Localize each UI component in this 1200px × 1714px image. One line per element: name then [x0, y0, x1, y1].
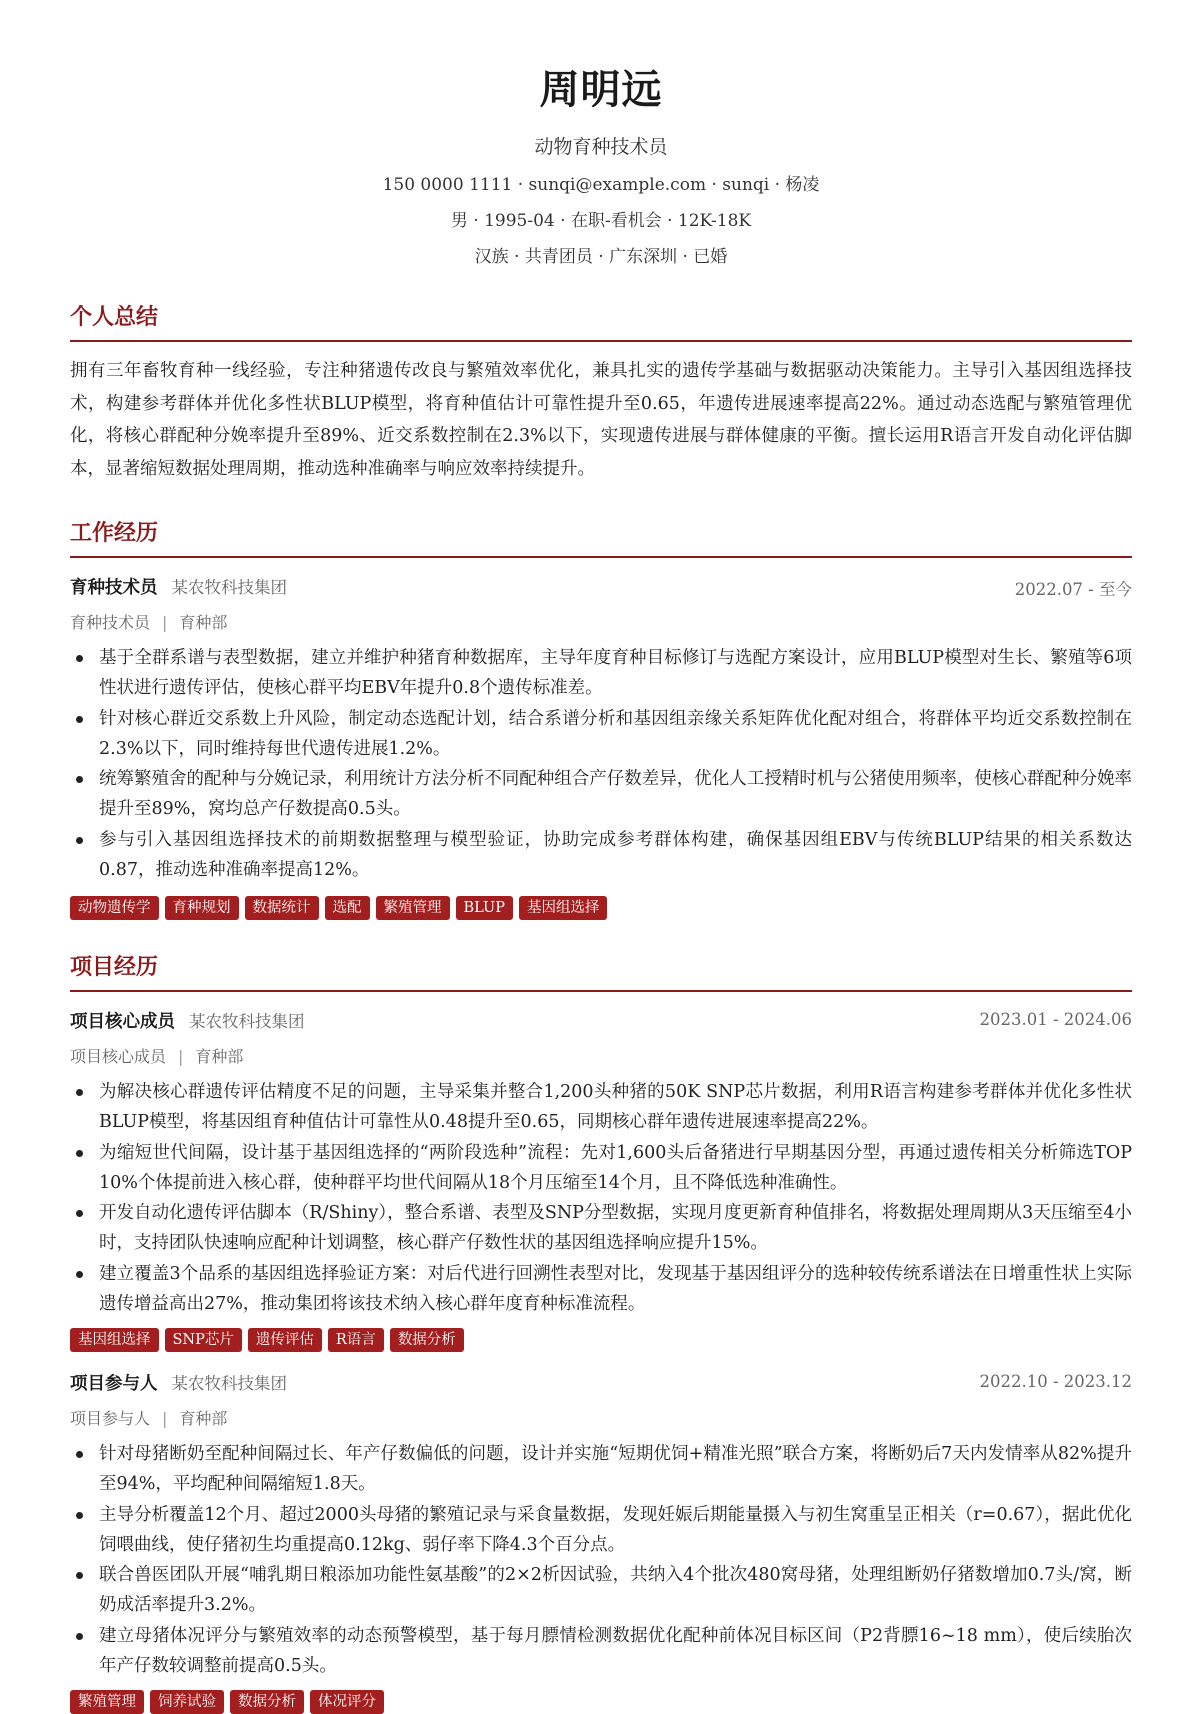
entry-organization: 某农牧科技集团 — [171, 1374, 287, 1393]
section-divider — [70, 556, 1132, 558]
bullet-item: 为解决核心群遗传评估精度不足的问题，主导采集并整合1,200头种猪的50K SNP芯片数据，利用R语言构建参考群体并优化多性状BLUP模型，将基因组育种值估计可靠性从0.48提升至0.65，同期核心群年遗传进展速率提高22%。 — [70, 1077, 1132, 1138]
entry-sub-role: 项目核心成员 — [70, 1047, 167, 1066]
skill-tag: BLUP — [456, 896, 513, 920]
bullet-item: 为缩短世代间隔，设计基于基因组选择的“两阶段选种”流程：先对1,600头后备猪进行早期基因分型，再通过遗传相关分析筛选TOP 10%个体提前进入核心群，使种群平均世代间隔从18个月压缩至14个月，且不降低选种准确性。 — [70, 1138, 1132, 1199]
project-entry-header — [70, 1008, 1132, 1036]
separator: | — [162, 613, 168, 632]
skill-tag: 饲养试验 — [150, 1690, 224, 1714]
bullet-item: 主导分析覆盖12个月、超过2000头母猪的繁殖记录与采食量数据，发现妊娠后期能量摄入与初生窝重呈正相关（r=0.67），据此优化饲喂曲线，使仔猪初生均重提高0.12kg、弱仔率下降4.3个百分点。 — [70, 1500, 1132, 1561]
entry-role: 育种技术员 — [70, 578, 158, 598]
summary-text: 拥有三年畜牧育种一线经验，专注种猪遗传改良与繁殖效率优化，兼具扎实的遗传学基础与数据驱动决策能力。主导引入基因组选择技术，构建参考群体并优化多性状BLUP模型，将育种值估计可靠性提升至0.65，年遗传进展速率提高22%。通过动态选配与繁殖管理优化，将核心群配种分娩率提升至89%、近交系数控制在2.3%以下，实现遗传进展与群体健康的平衡。擅长运用R语言开发自动化评估脚本，显著缩短数据处理周期，推动选种准确率与响应效率持续提升。 — [70, 361, 1132, 479]
work-entry-header — [70, 574, 1132, 602]
summary-section-title: 个人总结 — [70, 304, 159, 330]
skill-tag: 数据统计 — [245, 896, 319, 920]
entry-date-range: 2022.10 - 2023.12 — [979, 1372, 1132, 1391]
bullet-item: 建立母猪体况评分与繁殖效率的动态预警模型，基于每月膘情检测数据优化配种前体况目标区间（P2背膘16~18 mm），使后续胎次年产仔数较调整前提高0.5头。 — [70, 1621, 1132, 1682]
project-bullet-list — [70, 1077, 1132, 1319]
bullet-item: 联合兽医团队开展“哺乳期日粮添加功能性氨基酸”的2×2析因试验，共纳入4个批次480窝母猪，处理组断奶仔猪数增加0.7头/窝，断奶成活率提升3.2%。 — [70, 1560, 1132, 1621]
bullet-item: 开发自动化遗传评估脚本（R/Shiny），整合系谱、表型及SNP分型数据，实现月度更新育种值排名，将数据处理周期从3天压缩至4小时，支持团队快速响应配种计划调整，核心群产仔数性状的基因组选择响应提升15%。 — [70, 1198, 1132, 1259]
separator: | — [162, 1409, 168, 1428]
skill-tag: 基因组选择 — [519, 896, 608, 920]
entry-department: 育种部 — [179, 613, 228, 632]
skill-tag: 体况评分 — [310, 1690, 384, 1714]
section-divider — [70, 990, 1132, 992]
entry-subline — [70, 1044, 243, 1067]
skill-tag: 遗传评估 — [248, 1328, 322, 1352]
entry-date-range: 2023.01 - 2024.06 — [979, 1010, 1132, 1029]
bullet-item: 针对核心群近交系数上升风险，制定动态选配计划，结合系谱分析和基因组亲缘关系矩阵优化配对组合，将群体平均近交系数控制在2.3%以下，同时维持每世代遗传进展1.2%。 — [70, 704, 1132, 765]
projects-section-title: 项目经历 — [70, 954, 159, 980]
skill-tags — [70, 1690, 384, 1714]
candidate-job-title: 动物育种技术员 — [534, 136, 668, 158]
skill-tag: 基因组选择 — [70, 1328, 159, 1352]
skill-tags — [70, 1328, 464, 1352]
bullet-item: 统筹繁殖舍的配种与分娩记录，利用统计方法分析不同配种组合产仔数差异，优化人工授精时机与公猪使用频率，使核心群配种分娩率提升至89%，窝均总产仔数提高0.5头。 — [70, 764, 1132, 825]
entry-organization: 某农牧科技集团 — [189, 1012, 305, 1031]
contact-line: 150 0000 1111 · sunqi@example.com · sunqi · 杨凌 — [382, 175, 820, 195]
bullet-item: 针对母猪断奶至配种间隔过长、年产仔数偏低的问题，设计并实施“短期优饲+精准光照”联合方案，将断奶后7天内发情率从82%提升至94%，平均配种间隔缩短1.8天。 — [70, 1439, 1132, 1500]
entry-subline — [70, 610, 227, 633]
entry-role: 项目参与人 — [70, 1374, 158, 1394]
skill-tags — [70, 896, 607, 920]
bullet-item: 参与引入基因组选择技术的前期数据整理与模型验证，协助完成参考群体构建，确保基因组EBV与传统BLUP结果的相关系数达0.87，推动选种准确率提高12%。 — [70, 825, 1132, 886]
skill-tag: R语言 — [328, 1328, 384, 1352]
entry-department: 育种部 — [179, 1409, 228, 1428]
candidate-name: 周明远 — [539, 66, 663, 113]
background-info-line: 汉族 · 共青团员 · 广东深圳 · 已婚 — [474, 247, 728, 267]
bullet-item: 建立覆盖3个品系的基因组选择验证方案：对后代进行回溯性表型对比，发现基于基因组评分的选种较传统系谱法在日增重性状上实际遗传增益高出27%，推动集团将该技术纳入核心群年度育种标准流程。 — [70, 1259, 1132, 1320]
skill-tag: SNP芯片 — [165, 1328, 242, 1352]
entry-role: 项目核心成员 — [70, 1012, 175, 1032]
skill-tag: 动物遗传学 — [70, 896, 159, 920]
entry-organization: 某农牧科技集团 — [171, 578, 287, 597]
entry-sub-role: 育种技术员 — [70, 613, 151, 632]
entry-sub-role: 项目参与人 — [70, 1409, 151, 1428]
skill-tag: 育种规划 — [165, 896, 239, 920]
entry-subline — [70, 1406, 227, 1429]
section-divider — [70, 340, 1132, 342]
project-bullet-list — [70, 1439, 1132, 1681]
skill-tag: 数据分析 — [390, 1328, 464, 1352]
work-bullet-list — [70, 643, 1132, 885]
bullet-item: 基于全群系谱与表型数据，建立并维护种猪育种数据库，主导年度育种目标修订与选配方案设计，应用BLUP模型对生长、繁殖等6项性状进行遗传评估，使核心群平均EBV年提升0.8个遗传标准差。 — [70, 643, 1132, 704]
skill-tag: 选配 — [325, 896, 370, 920]
skill-tag: 繁殖管理 — [70, 1690, 144, 1714]
work-section-title: 工作经历 — [70, 520, 159, 546]
entry-department: 育种部 — [195, 1047, 244, 1066]
skill-tag: 繁殖管理 — [376, 896, 450, 920]
project-entry-header — [70, 1370, 1132, 1398]
separator: | — [178, 1047, 184, 1066]
entry-date-range: 2022.07 - 至今 — [1014, 580, 1132, 599]
skill-tag: 数据分析 — [230, 1690, 304, 1714]
personal-info-line: 男 · 1995-04 · 在职-看机会 · 12K-18K — [450, 211, 752, 231]
